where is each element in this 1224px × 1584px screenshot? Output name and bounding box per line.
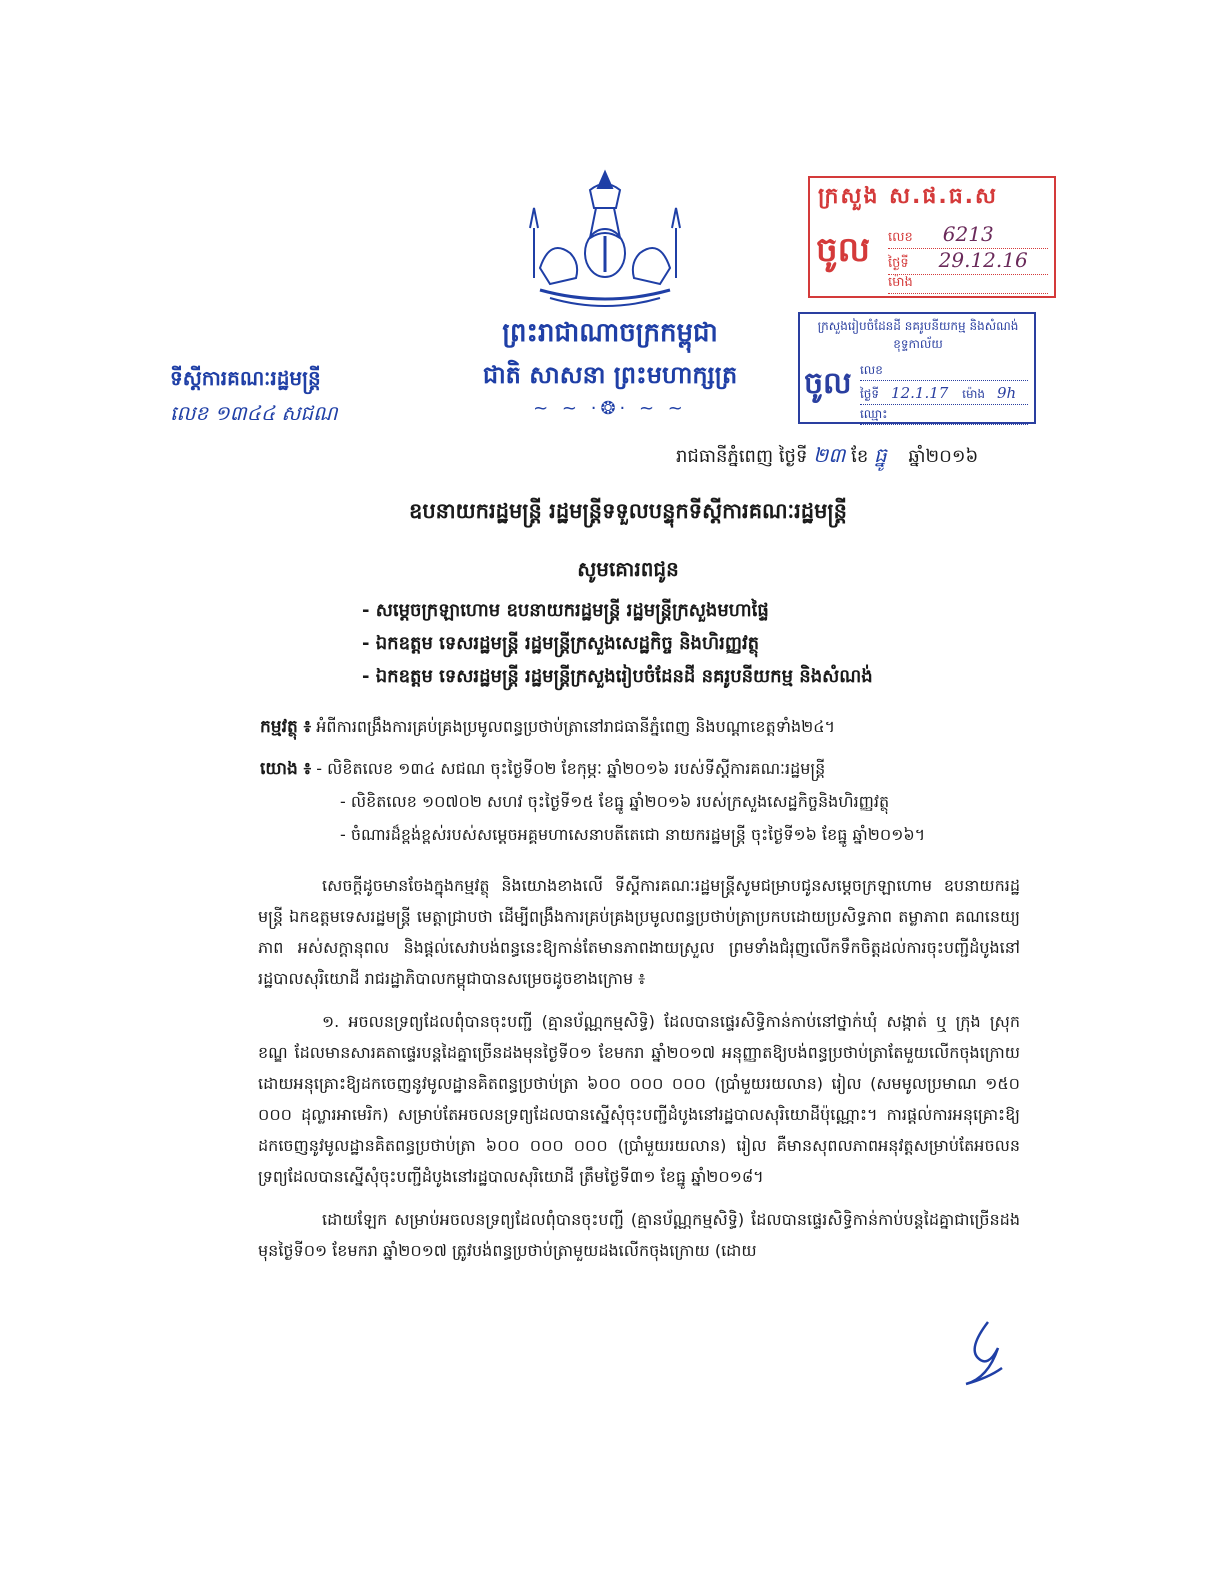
subject-line xyxy=(260,716,835,741)
references-label: យោង ៖ xyxy=(260,759,312,779)
stamp-date-row: ថ្ងៃទី 29.12.16 xyxy=(888,248,1048,275)
issuing-office: ទីស្តីការគណៈរដ្ឋមន្ត្រី xyxy=(170,366,321,390)
references xyxy=(260,752,1020,851)
stamp-cabinet-header: ក្រសួងរៀបចំដែនដី នគរូបនីយកម្ម និងសំណង់ ខុទ្ទកាល័យ xyxy=(817,319,1019,351)
document-date: រាជធានីភ្នំពេញ ថ្ងៃទី ២៣ ខែ ធ្នូ ឆ្នាំ២០១៦ xyxy=(676,443,979,467)
royal-emblem xyxy=(510,168,700,318)
stamp-cabinet-label: ចូល xyxy=(804,366,852,401)
cabinet-person-row: ឈ្មោះ xyxy=(860,406,1028,425)
date-day: ២៣ xyxy=(813,443,846,467)
reference-number: លេខ ១៣៤៤ សជណ xyxy=(170,401,338,425)
letter-body xyxy=(258,870,1020,1278)
body-paragraph: ១. អចលនទ្រព្យដែលពុំបានចុះបញ្ជី (គ្មានប័ណ្ណកម្មសិទ្ធិ) ដែលបានផ្ទេរសិទ្ធិកាន់កាប់នៅថ្នាក់ឃុំ សង្កាត់ ឬ ក្រុង ស្រុក ខណ្ឌ ដែលមានសារគតាផ្ទេរបន្តដៃគ្នាច្រើនដងមុនថ្ងៃទី០១ ខែមករា ឆ្នាំ២០១៧ អនុញ្ញាតឱ្យបង់ពន្ធប្រថាប់ត្រាតែមួយលើកចុងក្រោយ ដោយអនុគ្រោះឱ្យដកចេញនូវមូលដ្ឋានគិតពន្ធប្រថាប់ត្រា ៦០០ ០០០ ០០០ (ប្រាំមួយរយលាន) រៀល (សមមូលប្រមាណ ១៥០ ០០០ ដុល្លារអាមេរិក) សម្រាប់តែអចលនទ្រព្យដែលបានស្នើសុំចុះបញ្ជីដំបូងនៅរដ្ឋបាលសុរិយោដីប៉ុណ្ណោះ។ ការផ្តល់ការអនុគ្រោះឱ្យដកចេញនូវមូលដ្ឋានគិតពន្ធប្រថាប់ត្រា ៦០០ ០០០ ០០០ (ប្រាំមួយរយលាន) រៀល គឺមានសុពលភាពអនុវត្តសម្រាប់តែអចលនទ្រព្យដែលបានស្នើសុំចុះបញ្ជីដំបូងនៅរដ្ឋបាលសុរិយោដី ត្រឹមថ្ងៃទី៣១ ខែធ្នូ ឆ្នាំ២០១៨។ xyxy=(258,1012,1020,1186)
incoming-stamp xyxy=(808,176,1056,298)
kingdom-title: ព្រះរាជាណាចក្រកម្ពុជា xyxy=(502,318,718,348)
recipient-item: - ឯកឧត្តម ទេសរដ្ឋមន្ត្រី រដ្ឋមន្ត្រីក្រសួងរៀបចំដែនដី នគរូបនីយកម្ម និងសំណង់ xyxy=(362,666,873,687)
ornament-divider: ~ ~ ·❂· ~ ~ xyxy=(533,398,687,419)
subject-label: កម្មវត្ថុ ៖ xyxy=(260,717,312,737)
reference-item: យោង ៖ - លិខិតលេខ ១៣៤ សជណ ចុះថ្ងៃទី០២ ខែកុម្ភៈ ឆ្នាំ២០១៦ របស់ទីស្តីការគណៈរដ្ឋមន្ត្រី xyxy=(260,759,826,779)
national-motto: ជាតិ សាសនា ព្រះមហាក្សត្រ xyxy=(482,361,738,389)
stamp-incoming-label: ចូល xyxy=(816,230,870,270)
initials-signature xyxy=(958,1318,1008,1388)
recipient-item: - សម្តេចក្រឡាហោម ឧបនាយករដ្ឋមន្ត្រី រដ្ឋមន្ត្រីក្រសួងមហាផ្ទៃ xyxy=(362,600,769,621)
stamp-time-row: ម៉ោង xyxy=(888,274,1048,294)
reference-item: - ចំណារដ៏ខ្ពង់ខ្ពស់របស់សម្តេចអគ្គមហាសេនាបតីតេជោ នាយករដ្ឋមន្ត្រី ចុះថ្ងៃទី១៦ ខែធ្នូ ឆ្នាំ២០១៦។ xyxy=(340,825,926,844)
cabinet-number-row: លេខ xyxy=(860,362,1028,381)
body-paragraph: សេចក្តីដូចមានចែងក្នុងកម្មវត្ថុ និងយោងខាងលើ ទីស្តីការគណៈរដ្ឋមន្ត្រីសូមជម្រាបជូនសម្តេចក្រឡាហោម ឧបនាយករដ្ឋមន្ត្រី ឯកឧត្តមទេសរដ្ឋមន្ត្រី មេត្តាជ្រាបថា ដើម្បីពង្រឹងការគ្រប់គ្រងប្រមូលពន្ធប្រថាប់ត្រាប្រកបដោយប្រសិទ្ធភាព តម្លាភាព គណនេយ្យភាព អស់សក្តានុពល និងផ្តល់សេវាបង់ពន្ធនេះឱ្យកាន់តែមានភាពងាយស្រួល ព្រមទាំងជំរុញលើកទឹកចិត្តដល់ការចុះបញ្ជីដំបូងនៅរដ្ឋបាលសុរិយោដី រាជរដ្ឋាភិបាលកម្ពុជាបានសម្រេចដូចខាងក្រោម ៖ xyxy=(258,876,1020,988)
recipient-list xyxy=(362,594,1022,693)
respectfully-to: សូមគោរពជូន xyxy=(577,557,679,581)
recipient-item: - ឯកឧត្តម ទេសរដ្ឋមន្ត្រី រដ្ឋមន្ត្រីក្រសួងសេដ្ឋកិច្ច និងហិរញ្ញវត្ថុ xyxy=(362,633,760,654)
cabinet-stamp xyxy=(798,312,1036,424)
subject-text: អំពីការពង្រឹងការគ្រប់គ្រងប្រមូលពន្ធប្រថាប់ត្រានៅរាជធានីភ្នំពេញ និងបណ្តាខេត្តទាំង២៤។ xyxy=(316,717,836,736)
stamp-ministry-title: ក្រសួង ស.ផ.ធ.ស xyxy=(818,184,998,209)
body-paragraph: ដោយឡែក សម្រាប់អចលនទ្រព្យដែលពុំបានចុះបញ្ជី (គ្មានប័ណ្ណកម្មសិទ្ធិ) ដែលបានផ្ទេរសិទ្ធិកាន់កាប់បន្តដៃគ្នាជាច្រើនដងមុនថ្ងៃទី០១ ខែមករា ឆ្នាំ២០១៧ ត្រូវបង់ពន្ធប្រថាប់ត្រាមួយដងលើកចុងក្រោយ (ដោយ xyxy=(258,1210,1020,1260)
reference-item: - លិខិតលេខ ១០៧០២ សហវ ចុះថ្ងៃទី១៥ ខែធ្នូ ឆ្នាំ២០១៦ របស់ក្រសួងសេដ្ឋកិច្ចនិងហិរញ្ញវត្ថុ xyxy=(340,792,890,811)
date-month: ធ្នូ xyxy=(873,443,887,467)
cabinet-date-row: ថ្ងៃទី 12.1.17 ម៉ោង 9h xyxy=(860,384,1028,405)
sender-title: ឧបនាយករដ្ឋមន្ត្រី រដ្ឋមន្ត្រីទទួលបន្ទុកទីស្តីការគណៈរដ្ឋមន្ត្រី xyxy=(408,499,848,523)
stamp-number-row: លេខ 6213 xyxy=(888,222,1048,249)
